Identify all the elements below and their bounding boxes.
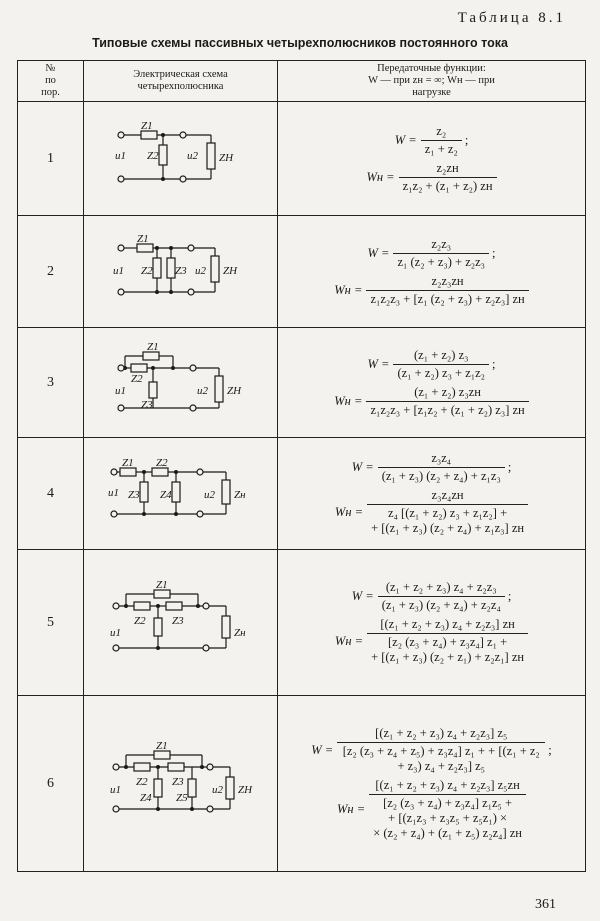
page-title: Типовые схемы пассивных четырехполюсников постоянного тока [92,36,508,50]
svg-text:u2: u2 [203,489,215,501]
header-row [18,61,586,102]
formula-cell: W = $\frac{\text{(z₁ + z₂) z₃}}{\text{(z₁ + z₂) z₃ + z₁z₂}}$ ; Wн = $\frac{\text{(z₁ + z₂) z₃zн}}{\text{z₁z₂z₃ + [z₁z₂ + (z₁ + z₂) z₃] zн}}$ [278,328,586,438]
table-row [18,216,586,328]
svg-text:ZН: ZН [237,784,252,796]
svg-text:u1: u1 [114,385,126,397]
svg-text:Z3: Z3 [174,265,187,277]
row-number: 6 [18,696,84,872]
svg-text:ZН: ZН [218,152,233,164]
svg-text:Z4: Z4 [139,792,152,804]
svg-text:ZН: ZН [222,265,237,277]
col-circuit: Электрическая схема четырехполюсника [84,61,278,102]
circuit-diagram [84,696,278,872]
svg-text:Z5: Z5 [175,792,188,804]
table-label: Таблица 8.1 [457,10,566,26]
page-number: 361 [535,897,556,912]
circuit-diagram [84,550,278,696]
table-row [18,550,586,696]
svg-text:Z2: Z2 [146,150,159,162]
circuit-diagram [84,438,278,550]
table-row [18,102,586,216]
col-num: № по пор. [18,61,84,102]
svg-text:Z1: Z1 [146,342,159,353]
svg-text:Z2: Z2 [135,776,148,788]
svg-text:Z2: Z2 [133,615,146,627]
svg-text:u1: u1 [114,150,126,162]
circuit-diagram [84,216,278,328]
table-row [18,696,586,872]
svg-text:Z1: Z1 [136,234,149,245]
svg-text:Z1: Z1 [155,740,168,752]
svg-text:u2: u2 [196,385,208,397]
svg-text:u1: u1 [109,784,121,796]
svg-text:Z3: Z3 [127,489,140,501]
svg-text:Z1: Z1 [155,580,168,591]
table-row [18,438,586,550]
svg-text:Z1: Z1 [140,121,153,132]
row-number: 4 [18,438,84,550]
svg-text:Z3: Z3 [171,776,184,788]
svg-text:u1: u1 [112,265,124,277]
svg-text:Zн: Zн [233,627,246,639]
table-row [18,328,586,438]
row-number: 1 [18,102,84,216]
svg-text:u2: u2 [186,150,198,162]
svg-text:Z3: Z3 [140,399,153,411]
svg-text:Z2: Z2 [155,457,168,469]
circuits-table [17,60,586,872]
row-number: 3 [18,328,84,438]
svg-text:Z3: Z3 [171,615,184,627]
svg-text:u2: u2 [211,784,223,796]
circuit-diagram [84,102,278,216]
circuit-diagram [84,328,278,438]
formula-cell: W = $\frac{\text{z₂}}{\text{z₁ + z₂}}$ ; Wн = $\frac{\text{z₂zн}}{\text{z₁z₂ + (z₁ + z₂) zн}}$ [278,102,586,216]
formula-cell: W = $\frac{\text{(z₁ + z₂ + z₃) z₄ + z₂z₃}}{\text{(z₁ + z₃) (z₂ + z₄) + z₂z₄}}$ ; Wн = [(z₁ + z₂ + z₃) z₄ + z₂z₃] zн [z₂ (z₃ + z₄) + z₃z₄] z₁ + + [(z₁ + z₃) (z₂ + z₁) + z₂z₁] zн [278,550,586,696]
row-number: 2 [18,216,84,328]
row-number: 5 [18,550,84,696]
svg-text:Z2: Z2 [130,373,143,385]
svg-text:u2: u2 [194,265,206,277]
formula-cell: W = [(z₁ + z₂ + z₃) z₄ + z₂z₃] z₅ [z₂ (z₃ + z₄ + z₅) + z₃z₄] z₁ + + [(z₁ + z₂ + z₃) z₄ + z₂z₃] z₅ ; Wн = [(z₁ + z₂ + z₃) z₄ + z₂z₃] z₅zн [z₂ (z₃ + z₄) + z₃z₄] z₁z₅ + + [(z₁z₃ + z₃z₅ + z₅z₁) × × (z₂ + z₄) + (z₁ + z₅) z₂z₄] zн [278,696,586,872]
svg-text:Z2: Z2 [140,265,153,277]
svg-text:u1: u1 [109,627,121,639]
svg-text:Zн: Zн [233,489,246,501]
formula-cell: W = $\frac{\text{z₃z₄}}{\text{(z₁ + z₃) (z₂ + z₄) + z₁z₃}}$ ; Wн = z₃z₄zн z₄ [(z₁ + z₂) z₃ + z₁z₂] + + [(z₁ + z₃) (z₂ + z₄) + z₁z₃] zн [278,438,586,550]
svg-text:Z4: Z4 [159,489,172,501]
svg-text:Z1: Z1 [121,457,134,469]
svg-text:ZН: ZН [226,385,241,397]
col-functions: Передаточные функции: W — при zн = ∞; Wн — при нагрузке [278,61,586,102]
formula-cell: W = $\frac{\text{z₂z₃}}{\text{z₁ (z₂ + z₃) + z₂z₃}}$ ; Wн = $\frac{\text{z₂z₃zн}}{\text{z₁z₂z₃ + [z₁ (z₂ + z₃) + z₂z₃] zн}}$ [278,216,586,328]
svg-text:u1: u1 [107,487,119,499]
